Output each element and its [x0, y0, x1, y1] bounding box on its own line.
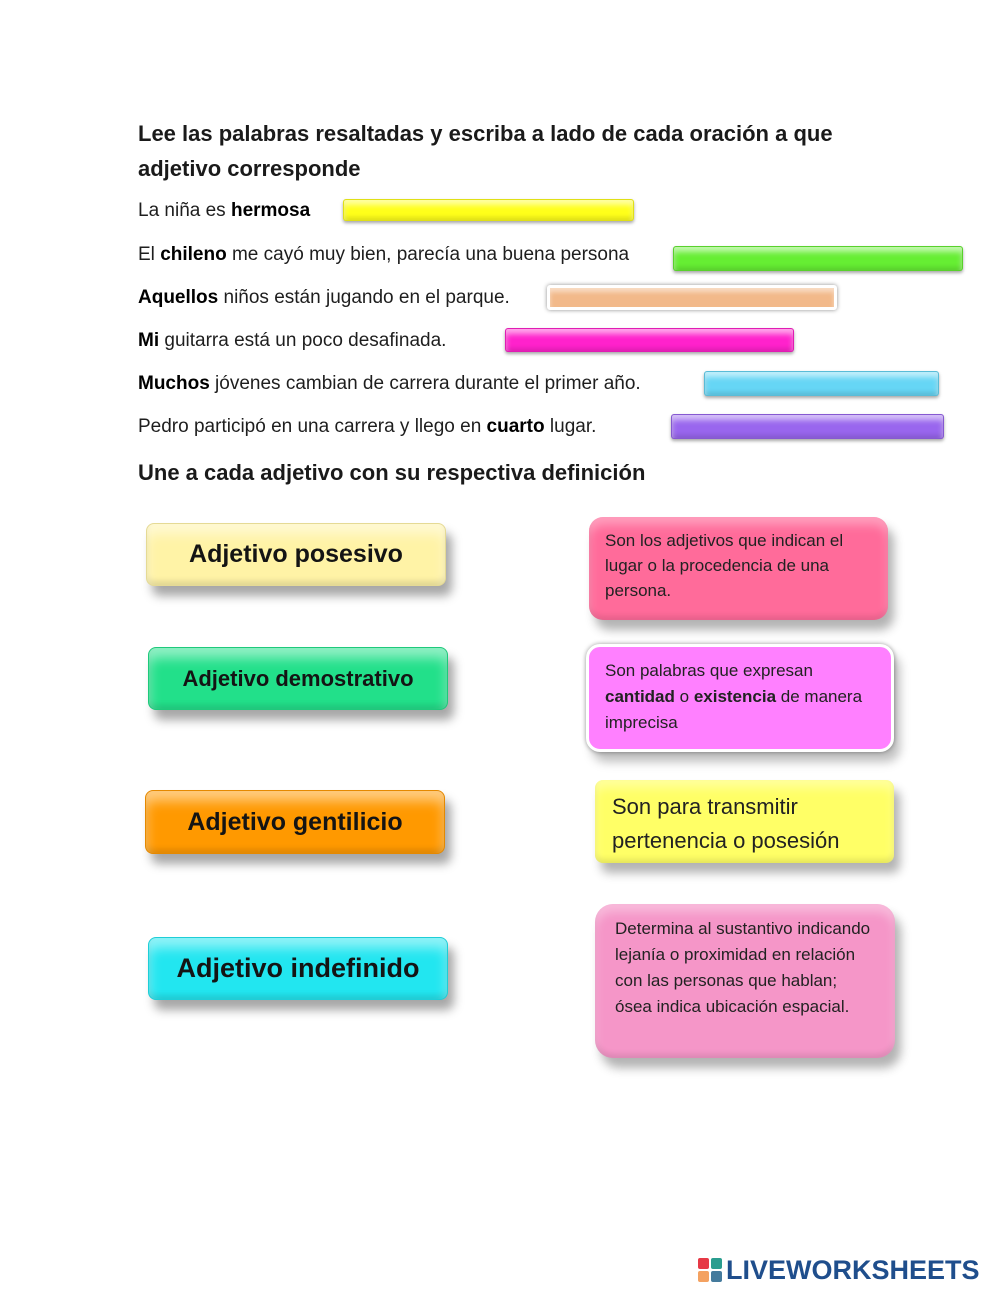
answer-field-4[interactable] [505, 328, 794, 352]
match-title: Une a cada adjetivo con su respectiva definición [138, 460, 646, 485]
sentence-text: guitarra está un poco desafinada. [159, 330, 447, 351]
sentence-6 [138, 414, 596, 440]
definition-text: Son palabras que expresan [605, 661, 813, 680]
logo-text: LIVEWORKSHEETS [726, 1254, 980, 1285]
logo-icon [698, 1258, 722, 1282]
highlighted-word: Mi [138, 330, 160, 351]
highlighted-word: Aquellos [138, 287, 219, 308]
answer-field-2[interactable] [673, 246, 963, 271]
answer-field-1[interactable] [343, 199, 634, 221]
definition-bold: existencia [693, 687, 777, 706]
answer-field-3[interactable] [547, 285, 837, 310]
highlighted-word: Muchos [138, 373, 210, 394]
sentence-4 [138, 328, 446, 354]
definition-4[interactable]: Determina al sustantivo indicando lejanía o proximidad en relación con las personas que hablan; ósea indica ubicación espacial. [595, 904, 895, 1058]
sentence-text: Pedro participó en una carrera y llego en [138, 416, 487, 437]
highlighted-word: chileno [160, 244, 227, 265]
highlighted-word: cuarto [486, 416, 545, 437]
sentence-5 [138, 371, 641, 397]
definition-3[interactable]: Son para transmitir pertenencia o posesión [595, 780, 894, 863]
sentence-1 [138, 198, 310, 224]
answer-field-6[interactable] [671, 414, 944, 439]
sentence-text: lugar. [544, 416, 597, 437]
highlighted-word: hermosa [230, 200, 311, 221]
sentence-text: La niña es [138, 200, 231, 221]
answer-field-5[interactable] [704, 371, 939, 396]
liveworksheets-logo [698, 1254, 980, 1286]
sentence-text: El [138, 244, 161, 265]
definition-bold: cantidad [605, 687, 675, 706]
instructions-title: Lee las palabras resaltadas y escriba a lado de cada oración a que adjetivo corresponde [138, 121, 833, 181]
adjective-gentilicio[interactable]: Adjetivo gentilicio [145, 790, 445, 854]
definition-text: o [674, 687, 694, 706]
adjective-posesivo[interactable]: Adjetivo posesivo [146, 523, 446, 586]
sentence-text: niños están jugando en el parque. [218, 287, 510, 308]
adjective-indefinido[interactable]: Adjetivo indefinido [148, 937, 448, 1000]
sentence-2 [138, 242, 629, 268]
definition-1[interactable]: Son los adjetivos que indican el lugar o la procedencia de una persona. [589, 517, 888, 620]
definition-2[interactable] [586, 644, 894, 752]
sentence-text: me cayó muy bien, parecía una buena persona [226, 244, 630, 265]
adjective-demostrativo[interactable]: Adjetivo demostrativo [148, 647, 448, 710]
sentence-3 [138, 285, 510, 311]
definition-text: de manera imprecisa [605, 687, 863, 732]
sentence-text: jóvenes cambian de carrera durante el primer año. [209, 373, 641, 394]
